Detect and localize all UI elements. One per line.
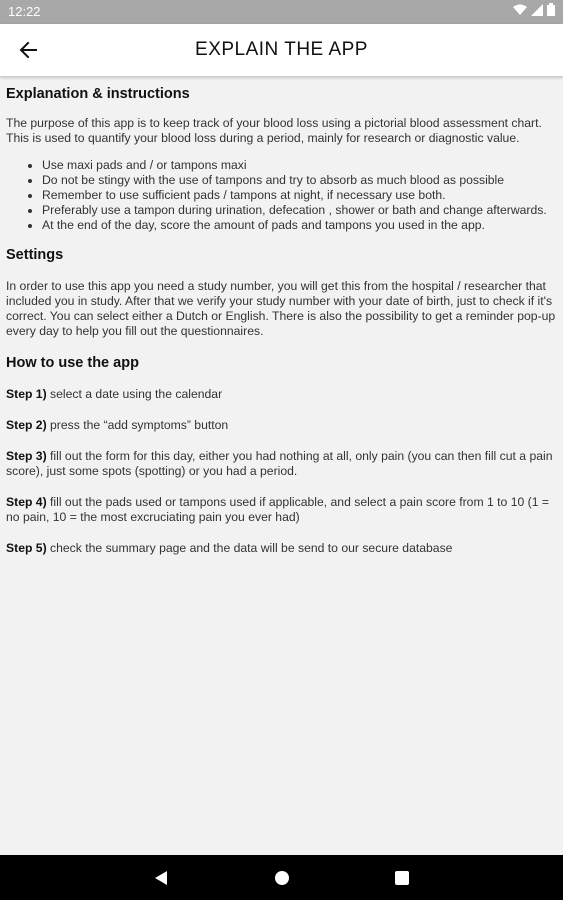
- section-heading-how-to-use: How to use the app: [6, 355, 139, 371]
- list-item: • Do not be stingy with the use of tampons and try to absorb as much blood as possible: [42, 173, 557, 188]
- battery-icon: [547, 3, 555, 16]
- settings-text: In order to use this app you need a study number, you will get this from the hospital / researcher that included you in study. After that we verify your study number with your date of birth, just to check if it's correct. You can select either a Dutch or English. There is also the possibility to get a reminder pop-up every day to help you fill out the questionnaires.: [6, 279, 556, 338]
- step-text: fill out the pads used or tampons used if applicable, and select a pain score from 1 to 10 (1 = no pain, 10 = the most excruciating pain you ever had): [6, 495, 549, 524]
- section-heading-explanation: Explanation & instructions: [6, 86, 190, 102]
- list-item: • Preferably use a tampon during urination, defecation , shower or bath and change afterwards.: [42, 203, 557, 218]
- step-text: select a date using the calendar: [46, 387, 223, 401]
- step-1: [6, 387, 557, 402]
- step-5: [6, 541, 557, 556]
- circle-home-icon: [274, 870, 290, 886]
- nav-home-button[interactable]: [271, 867, 293, 889]
- page-title: EXPLAIN THE APP: [195, 39, 368, 60]
- step-label: Step 4): [6, 495, 47, 509]
- step-label: Step 3): [6, 449, 47, 463]
- step-label: Step 5): [6, 541, 47, 555]
- intro-text: The purpose of this app is to keep track of your blood loss using a pictorial blood assessment chart. This is used to quantify your blood loss during a period, mainly for research or diagnostic value.: [6, 116, 542, 145]
- step-text: press the “add symptoms” button: [46, 418, 229, 432]
- nav-recents-button[interactable]: [391, 867, 413, 889]
- step-label: Step 1): [6, 387, 47, 401]
- square-recents-icon: [395, 871, 409, 885]
- status-bar: [0, 0, 563, 24]
- status-icons: [513, 3, 555, 16]
- instructions-list: [6, 158, 557, 233]
- list-item: • At the end of the day, score the amount of pads and tampons you used in the app.: [42, 218, 557, 233]
- triangle-back-icon: [154, 870, 168, 886]
- step-2: [6, 418, 557, 433]
- navigation-bar: [0, 855, 563, 900]
- list-item: • Remember to use sufficient pads / tampons at night, if necessary use both.: [42, 188, 557, 203]
- signal-icon: [531, 4, 543, 16]
- status-time: 12:22: [8, 4, 41, 19]
- step-3: [6, 449, 557, 479]
- app-bar: [0, 24, 563, 77]
- step-text: check the summary page and the data will be send to our secure database: [46, 541, 453, 555]
- step-label: Step 2): [6, 418, 47, 432]
- step-4: [6, 495, 557, 525]
- list-item: • Use maxi pads and / or tampons maxi: [42, 158, 557, 173]
- step-text: fill out the form for this day, either you had nothing at all, only pain (you can then fill cut a pain score), just some spots (spotting) or you had a period.: [6, 449, 553, 478]
- content[interactable]: [0, 77, 563, 855]
- section-heading-settings: Settings: [6, 247, 64, 263]
- wifi-icon: [513, 4, 527, 16]
- nav-back-button[interactable]: [150, 867, 172, 889]
